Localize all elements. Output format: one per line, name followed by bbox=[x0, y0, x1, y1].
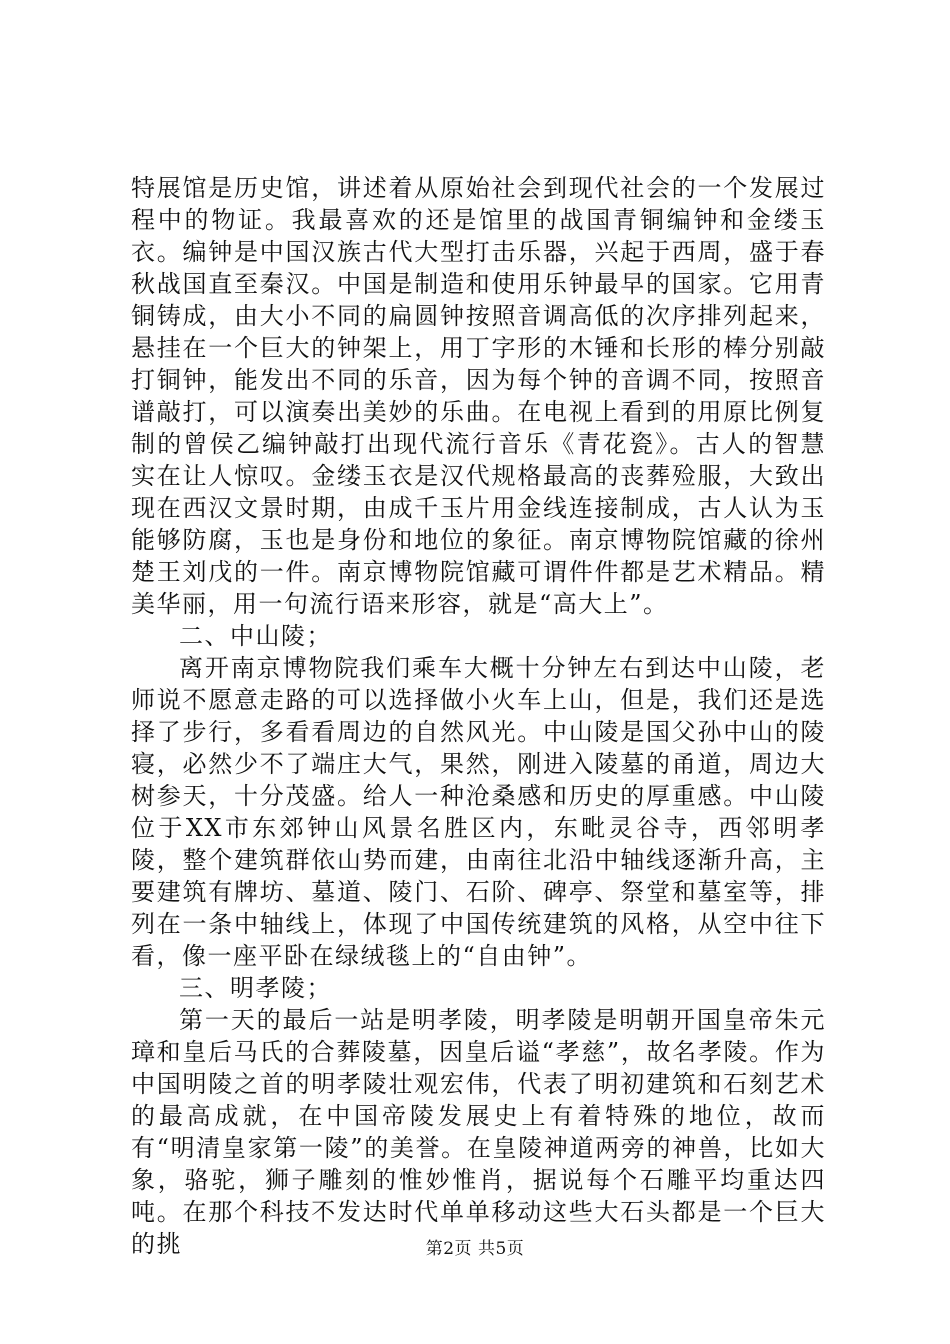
paragraph-zhongshanling: 离开南京博物院我们乘车大概十分钟左右到达中山陵，老师说不愿意走路的可以选择做小火车上山，但是，我们还是选择了步行，多看看周边的自然风光。中山陵是国父孙中山的陵寝，必然少不了端庄大气，果然，刚进入陵墓的甬道，周边大树参天，十分茂盛。给人一种沧桑感和历史的厚重感。中山陵位于XX市东郊钟山风景名胜区内，东毗灵谷寺，西邻明孝陵，整个建筑群依山势而建，由南往北沿中轴线逐渐升高，主要建筑有牌坊、墓道、陵门、石阶、碑亭、祭堂和墓室等，排列在一条中轴线上，体现了中国传统建筑的风格，从空中往下看，像一座平卧在绿绒毯上的“自由钟”。 bbox=[131, 654, 826, 970]
page-footer: 第2页 共5页 bbox=[425, 1239, 525, 1259]
section-heading-zhongshanling: 二、中山陵； bbox=[179, 622, 332, 650]
document-body bbox=[131, 172, 826, 1260]
paragraph-museum: 特展馆是历史馆，讲述着从原始社会到现代社会的一个发展过程中的物证。我最喜欢的还是馆里的战国青铜编钟和金缕玉衣。编钟是中国汉族古代大型打击乐器，兴起于西周，盛于春秋战国直至秦汉。中国是制造和使用乐钟最早的国家。它用青铜铸成，由大小不同的扁圆钟按照音调高低的次序排列起来，悬挂在一个巨大的钟架上，用丁字形的木锤和长形的棒分别敲打铜钟，能发出不同的乐音，因为每个钟的音调不同，按照音谱敲打，可以演奏出美妙的乐曲。在电视上看到的用原比例复制的曾侯乙编钟敲打出现代流行音乐《青花瓷》。古人的智慧实在让人惊叹。金缕玉衣是汉代规格最高的丧葬殓服，大致出现在西汉文景时期，由成千玉片用金线连接制成，古人认为玉能够防腐，玉也是身份和地位的象征。南京博物院馆藏的徐州楚王刘戊的一件。南京博物院馆藏可谓件件都是艺术精品。精美华丽，用一句流行语来形容，就是“高大上”。 bbox=[131, 174, 826, 618]
paragraph-mingxiaoling: 第一天的最后一站是明孝陵，明孝陵是明朝开国皇帝朱元璋和皇后马氏的合葬陵墓，因皇后谥“孝慈”，故名孝陵。作为中国明陵之首的明孝陵壮观宏伟，代表了明初建筑和石刻艺术的最高成就，在中国帝陵发展史上有着特殊的地位，故而有“明清皇家第一陵”的美誉。在皇陵神道两旁的神兽，比如大象，骆驼，狮子雕刻的惟妙惟肖，据说每个石雕平均重达四吨。在那个科技不发达时代单单移动这些大石头都是一个巨大的挑 bbox=[131, 1006, 826, 1258]
section-heading-mingxiaoling: 三、明孝陵； bbox=[179, 974, 332, 1002]
